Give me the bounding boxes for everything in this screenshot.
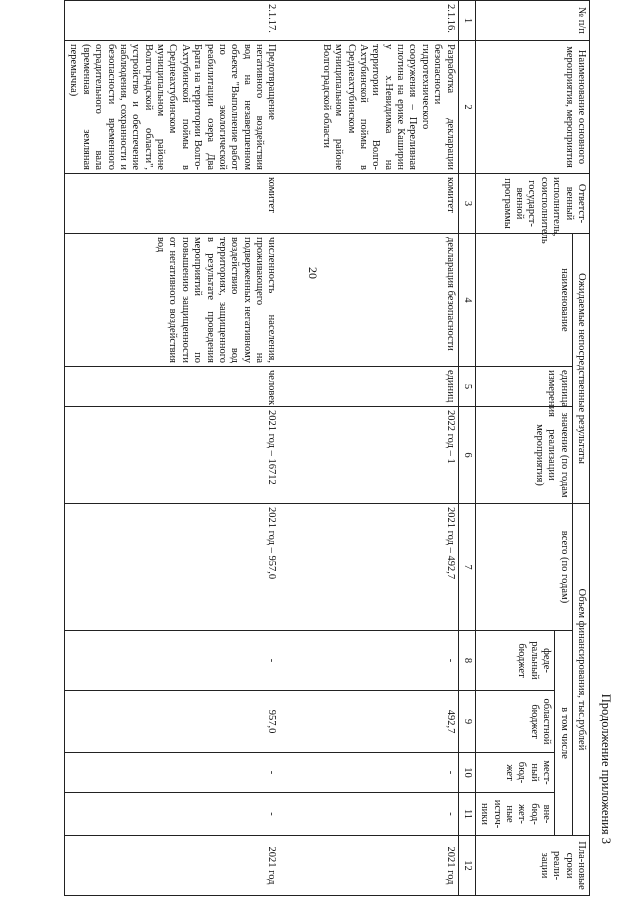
table-row: [318, 1, 459, 896]
row-value: 2022 год – 1: [318, 407, 459, 504]
row-total: 2021 год – 492,7: [318, 504, 459, 631]
col-number: 7: [458, 504, 475, 631]
row-regional: 957,0: [65, 691, 318, 753]
header-responsible: Ответст-венный исполнитель, соисполнитель государст-венной программы: [476, 174, 590, 234]
row-unit: человек: [65, 367, 318, 407]
col-number: 6: [458, 407, 475, 504]
header-unit: единица измерения: [476, 367, 573, 407]
col-number: 3: [458, 174, 475, 234]
header-total: всего (по годам): [476, 504, 573, 631]
row-responsible: комитет: [318, 174, 459, 234]
header-terms: Пла-новые сроки реали-зации: [476, 836, 590, 896]
col-number: 11: [458, 793, 475, 836]
header-regional: областной бюджет: [476, 691, 555, 753]
row-federal: -: [318, 631, 459, 691]
row-term: 2021 год: [318, 836, 459, 896]
row-unit: единиц: [318, 367, 459, 407]
header-funding: Объем финансирования, тыс.рублей: [572, 504, 589, 836]
table-row: [65, 1, 318, 896]
row-regional: 492,7: [318, 691, 459, 753]
program-activities-table: [64, 0, 590, 896]
row-responsible: комитет: [65, 174, 318, 234]
header-expected-results: Ожидаемые непосредственные результаты: [572, 234, 589, 504]
row-result-name: декларация безопасности: [318, 234, 459, 367]
header-including: в том числе: [555, 631, 572, 836]
row-total: 2021 год – 957,0: [65, 504, 318, 631]
col-number: 5: [458, 367, 475, 407]
page-number: 20: [306, 267, 320, 279]
col-number: 8: [458, 631, 475, 691]
header-name: Наименование основного мероприятия, мероприятия: [476, 41, 590, 174]
header-federal: феде-ральный бюджет: [476, 631, 555, 691]
row-extra: -: [318, 793, 459, 836]
row-activity-name: Разработка декларации безопасности гидротехнического сооружения – Переливная плотина на ерике Каширин у х.Невидимка на территории Волго-Ахтубинской поймы в Среднеахтубинском муниципальном районе Волгоградской области: [318, 41, 459, 174]
header-num: № п/п: [476, 1, 590, 41]
col-number: 4: [458, 234, 475, 367]
row-term: 2021 год: [65, 836, 318, 896]
row-activity-name: Предотвращение негативного воздействия вод на незавершенном объекте "Выполнение работ по экологической реабилитации озера Два Брата на территории Волго-Ахтубинской поймы в Среднеахтубинском муниципальном районе Волгоградской области", устройство и обеспечение наблюдения, сохранности и безопасности временного оградительного вала (временная земляная перемычка): [65, 41, 318, 174]
row-result-name: численность населения, проживающего на подверженных негативному воздействию вод территориях, защищенного в результате проведения мероприятий по повышению защищенности от негативного воздействия вод: [65, 234, 318, 367]
continuation-caption: Продолжение приложения 3: [599, 693, 613, 844]
col-number: 9: [458, 691, 475, 753]
header-local: мест-ный бюд-жет: [476, 753, 555, 793]
col-number: 1: [458, 1, 475, 41]
row-federal: -: [65, 631, 318, 691]
col-number: 2: [458, 41, 475, 174]
row-local: -: [65, 753, 318, 793]
row-num: 2.1.17.: [65, 1, 318, 41]
row-num: 2.1.16.: [318, 1, 459, 41]
row-value: 2021 год – 16712: [65, 407, 318, 504]
col-number: 12: [458, 836, 475, 896]
col-number: 10: [458, 753, 475, 793]
row-extra: -: [65, 793, 318, 836]
header-extra: вне-бюд-жет-ные источ-ники: [476, 793, 555, 836]
row-local: -: [318, 753, 459, 793]
header-value: значение (по годам реализации мероприятия): [476, 407, 573, 504]
header-result-name: наименование: [476, 234, 573, 367]
